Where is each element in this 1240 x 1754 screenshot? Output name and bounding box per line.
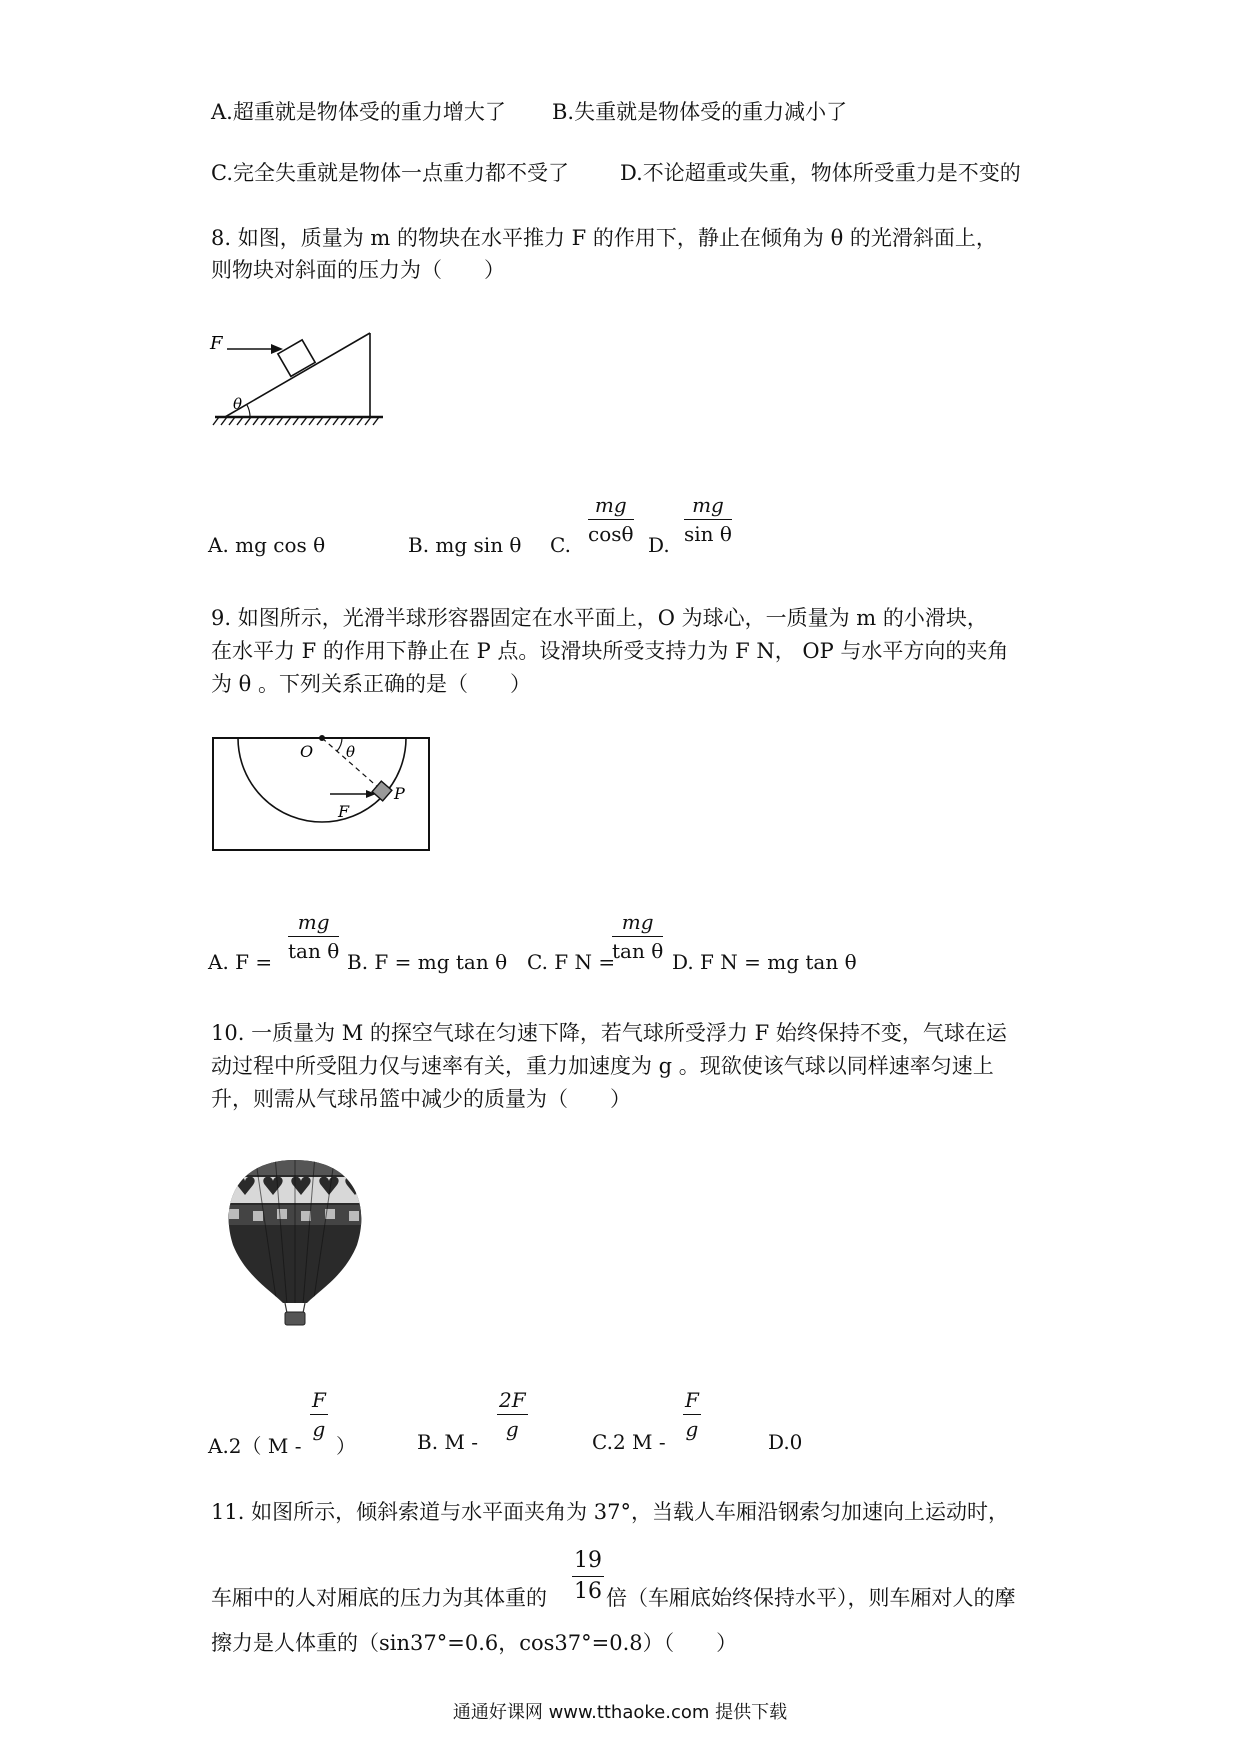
q10-c-numerator: F xyxy=(685,1388,699,1412)
q8-c-denominator: cosθ xyxy=(588,522,634,546)
q9-fig-theta-label: θ xyxy=(346,743,356,761)
q9-option-a-fraction xyxy=(288,910,339,963)
q8-c-numerator: mg xyxy=(594,493,627,517)
q10-a-numerator: F xyxy=(312,1388,326,1412)
q8-d-denominator: sin θ xyxy=(684,522,732,546)
q8-option-d-label: D. xyxy=(648,533,670,557)
q9-option-b: B. F = mg tan θ xyxy=(347,950,508,974)
q8-incline-figure xyxy=(205,325,395,435)
q8-option-c-label: C. xyxy=(550,533,571,557)
page-footer: 通通好课网 www.tthaoke.com 提供下载 xyxy=(452,1702,788,1723)
q11-stem-line3: 擦力是人体重的（sin37°=0.6，cos37°=0.8）（ ） xyxy=(211,1631,738,1655)
q10-option-a-close: ） xyxy=(336,1434,356,1458)
q10-option-b-label: B. M - xyxy=(417,1430,479,1454)
q11-stem-line2-pre: 车厢中的人对厢底的压力为其体重的 xyxy=(211,1586,547,1610)
hot-air-balloon-image xyxy=(215,1155,375,1330)
q9-option-a-label: A. F = xyxy=(208,950,273,974)
q11-stem-line2-post: 倍（车厢底始终保持水平），则车厢对人的摩 xyxy=(606,1586,1016,1610)
q10-option-d: D.0 xyxy=(768,1430,803,1454)
q7-option-d: D.不论超重或失重，物体所受重力是不变的 xyxy=(620,161,1021,185)
q7-option-c: C.完全失重就是物体一点重力都不受了 xyxy=(211,161,569,185)
q8-option-a: A. mg cos θ xyxy=(208,533,326,557)
q8-d-numerator: mg xyxy=(692,493,724,517)
q8-fig-theta-label: θ xyxy=(233,395,243,413)
q9-c-numerator: mg xyxy=(621,910,654,934)
q9-stem-line1: 9. 如图所示，光滑半球形容器固定在水平面上，O 为球心，一质量为 m 的小滑块， xyxy=(211,606,988,630)
q9-stem-line2: 在水平力 F 的作用下静止在 P 点。设滑块所受支持力为 F N， OP 与水平方向的夹角 xyxy=(211,639,1009,663)
q9-option-c-fraction xyxy=(612,910,663,963)
q10-a-denominator: g xyxy=(312,1417,326,1441)
q10-option-a-label: A.2（ M - xyxy=(208,1434,302,1458)
q11-ratio-numerator: 19 xyxy=(574,1548,602,1573)
q7-option-a: A.超重就是物体受的重力增大了 xyxy=(211,100,506,124)
q9-hemisphere-figure xyxy=(210,735,435,855)
q10-b-numerator: 2F xyxy=(499,1388,526,1412)
q8-stem-line1: 8. 如图，质量为 m 的物块在水平推力 F 的作用下，静止在倾角为 θ 的光滑斜面上， xyxy=(211,226,997,250)
q8-option-d-fraction xyxy=(684,493,732,546)
q10-c-denominator: g xyxy=(685,1417,699,1441)
q10-option-c-label: C.2 M - xyxy=(592,1430,666,1454)
q11-ratio-fraction xyxy=(572,1548,604,1605)
q10-stem-line3: 升，则需从气球吊篮中减少的质量为（ ） xyxy=(211,1087,631,1111)
q9-option-c-label: C. F N = xyxy=(527,950,616,974)
q11-ratio-denominator: 16 xyxy=(574,1579,602,1604)
q10-option-c-fraction xyxy=(683,1388,701,1441)
q9-a-denominator: tan θ xyxy=(288,939,340,963)
q10-stem-line1: 10. 一质量为 M 的探空气球在匀速下降，若气球所受浮力 F 始终保持不变，气球在运 xyxy=(211,1021,1007,1045)
q9-a-numerator: mg xyxy=(297,910,330,934)
q9-stem-line3: 为 θ 。下列关系正确的是（ ） xyxy=(211,672,531,696)
q7-option-b: B.失重就是物体受的重力减小了 xyxy=(552,100,848,124)
q8-fig-f-label: F xyxy=(210,333,223,354)
q8-option-b: B. mg sin θ xyxy=(408,533,522,557)
q8-option-c-fraction xyxy=(588,493,634,546)
q8-stem-line2: 则物块对斜面的压力为（ ） xyxy=(211,258,505,282)
q9-fig-f-label: F xyxy=(338,802,350,821)
q9-c-denominator: tan θ xyxy=(612,939,664,963)
q10-option-a-fraction xyxy=(310,1388,328,1441)
q9-fig-o-label: O xyxy=(300,742,314,761)
q10-option-b-fraction xyxy=(497,1388,528,1441)
q10-b-denominator: g xyxy=(505,1417,519,1441)
q9-fig-p-label: P xyxy=(394,784,405,803)
q10-stem-line2: 动过程中所受阻力仅与速率有关，重力加速度为 g 。现欲使该气球以同样速率匀速上 xyxy=(211,1054,994,1078)
q11-stem-line1: 11. 如图所示，倾斜索道与水平面夹角为 37°，当载人车厢沿钢索匀加速向上运动时， xyxy=(211,1500,1009,1524)
q9-option-d: D. F N = mg tan θ xyxy=(672,950,857,974)
